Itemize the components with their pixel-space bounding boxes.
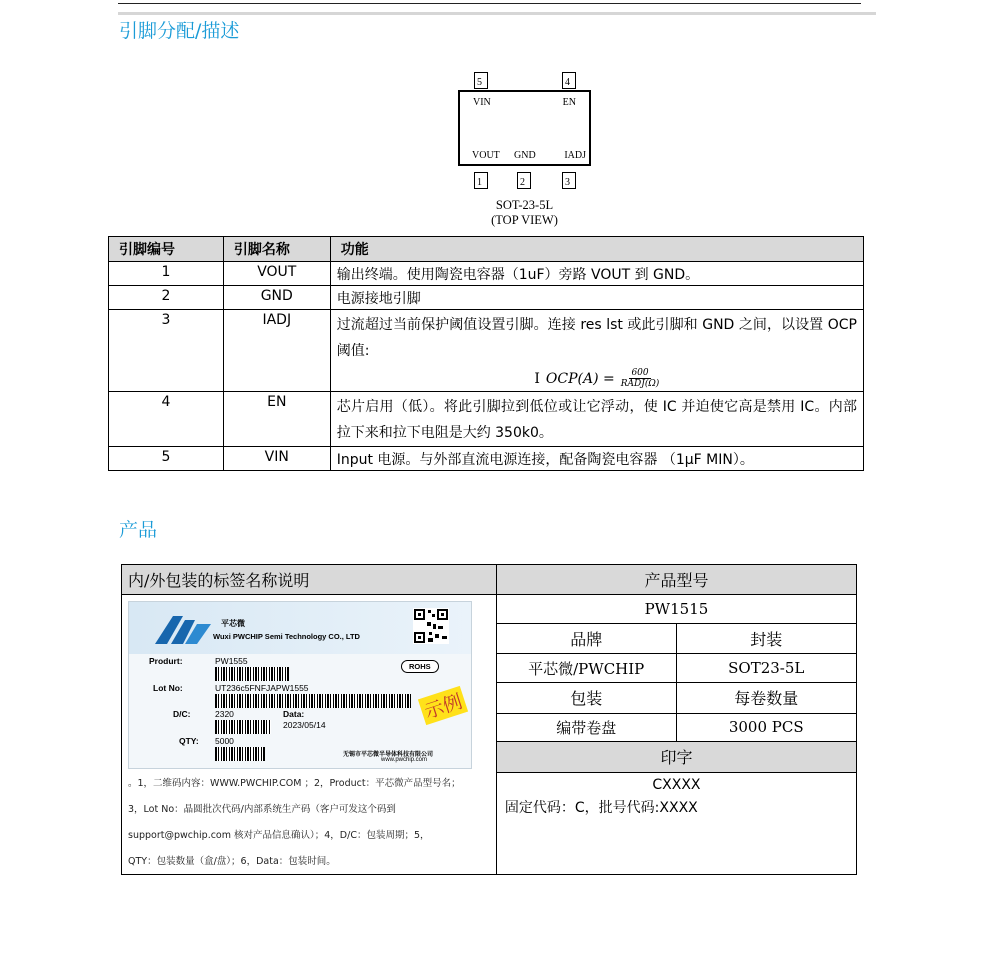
table-header-row [109, 237, 864, 262]
marking-cell [496, 772, 856, 874]
cell-function: 电源接地引脚 [330, 286, 863, 310]
pin-label-iadj: IADJ [564, 150, 586, 161]
label-qty-key: QTY: [179, 736, 199, 746]
section-title-product: 产品 [119, 519, 158, 541]
cell-function [330, 310, 863, 392]
pin-description-table [108, 236, 864, 471]
label-dc-key: D/C: [173, 709, 191, 719]
function-text: 过流超过当前保护阈值设置引脚。连接 res lst 或此引脚和 GND 之间，以设置 OCP 阈值: [336, 317, 857, 359]
cell-pin-number: 2 [109, 286, 224, 310]
label-footer-url: www.pwchip.com [381, 757, 428, 763]
header-pin-number: 引脚编号 [109, 237, 224, 262]
cell-pin-number: 5 [109, 447, 224, 471]
model-value: PW1515 [496, 595, 856, 624]
marking-header: 印字 [496, 742, 856, 773]
packing-value: 编带卷盘 [496, 713, 676, 742]
pin-3: 3 [562, 172, 576, 189]
package-body [458, 90, 591, 166]
label-date-key: Data: [283, 709, 305, 719]
cell-pin-name: EN [223, 392, 330, 447]
formula-denominator: RADJ(Ω) [620, 379, 660, 389]
formula-lhs: OCP(A) = [545, 370, 615, 387]
product-barcode [215, 667, 289, 681]
brand-value: 平芯微/PWCHIP [496, 654, 676, 683]
qty-barcode [215, 747, 265, 761]
cell-function: Input 电源。与外部直流电源连接，配备陶瓷电容器 （1μF MIN）。 [330, 447, 863, 471]
formula-fraction [621, 368, 660, 389]
pin-label-vout: VOUT [472, 150, 500, 161]
pin-label-vin: VIN [473, 97, 491, 108]
cell-pin-number: 1 [109, 262, 224, 286]
rohs-badge: ROHS [401, 660, 439, 673]
cell-function: 芯片启用（低）。将此引脚拉到低位或让它浮动，使 IC 并迫使它高是禁用 IC。内部拉下来和拉下电阻是大约 350k0。 [330, 392, 863, 447]
cell-pin-number: 4 [109, 392, 224, 447]
sample-stamp: 示例 [418, 686, 468, 725]
top-rule-shadow [118, 12, 876, 15]
cell-function: 输出终端。使用陶瓷电容器（1uF）旁路 VOUT 到 GND。 [330, 262, 863, 286]
table-row [109, 310, 864, 392]
label-description-header: 内/外包装的标签名称说明 [122, 565, 497, 595]
package-label-image [128, 601, 472, 769]
header-pin-name: 引脚名称 [223, 237, 330, 262]
cell-pin-name: VIN [223, 447, 330, 471]
marking-description: 固定代码：C，批号代码:XXXX [504, 799, 698, 816]
label-company: Wuxi PWCHIP Semi Technology CO., LTD [213, 632, 360, 641]
section-title-pin-assignment: 引脚分配/描述 [119, 20, 240, 42]
marking-code: CXXXX [652, 776, 701, 793]
label-date-value: 2023/05/14 [283, 720, 326, 730]
product-table [121, 564, 857, 875]
lot-barcode [215, 694, 411, 708]
pin-5: 5 [474, 72, 488, 89]
package-header: 封装 [676, 623, 857, 654]
model-header: 产品型号 [496, 565, 856, 595]
quantity-header: 每卷数量 [676, 682, 857, 713]
cell-pin-name: GND [223, 286, 330, 310]
label-lot-key: Lot No: [153, 683, 183, 693]
pin-label-en: EN [562, 97, 576, 108]
table-row [109, 262, 864, 286]
label-description-cell [122, 595, 497, 875]
pwchip-logo-icon [155, 616, 213, 644]
pin-label-gnd: GND [514, 150, 536, 161]
label-dc-value: 2320 [215, 709, 234, 719]
qr-code-icon [413, 608, 449, 644]
package-value: SOT23-5L [676, 654, 857, 683]
pin-4: 4 [562, 72, 576, 89]
cell-pin-name: IADJ [223, 310, 330, 392]
pin-2: 2 [517, 172, 531, 189]
label-product-key: Produrt: [149, 656, 183, 666]
formula-numerator: 600 [631, 368, 649, 378]
brand-header: 品牌 [496, 623, 676, 654]
label-footer-company: 无锡市平芯微半导体科技有限公司 [343, 752, 434, 758]
cell-pin-number: 3 [109, 310, 224, 392]
label-note-line: QTY：包装数量（盒/盘）；6，Data：包装时间。 [128, 856, 336, 867]
label-brand-cn: 平芯微 [221, 619, 245, 628]
table-row [109, 447, 864, 471]
label-note-line: 。1，二维码内容：WWW.PWCHIP.COM ；2，Product：平芯微产品型号名； [128, 778, 461, 789]
top-rule [118, 3, 861, 4]
package-caption-view: (TOP VIEW) [491, 213, 558, 227]
ocp-formula [337, 368, 857, 389]
packing-header: 包装 [496, 682, 676, 713]
pin-1: 1 [474, 172, 488, 189]
quantity-value: 3000 PCS [676, 713, 857, 742]
label-qty-value: 5000 [215, 736, 234, 746]
label-product-value: PW1555 [215, 656, 248, 666]
label-lot-value: UT236c5FNFJAPW1555 [215, 683, 309, 693]
table-row [109, 286, 864, 310]
package-caption-name: SOT-23-5L [495, 198, 554, 212]
table-row [109, 392, 864, 447]
dc-barcode [215, 720, 271, 734]
label-note-line: support@pwchip.com 核对产品信息确认）；4，D/C：包装周期；5， [128, 830, 430, 841]
label-note-line: 3，Lot No：晶圆批次代码/内部系统生产码（客户可发这个码到 [128, 804, 396, 815]
formula-prefix: I [534, 370, 540, 387]
header-function: 功能 [330, 237, 863, 262]
cell-pin-name: VOUT [223, 262, 330, 286]
